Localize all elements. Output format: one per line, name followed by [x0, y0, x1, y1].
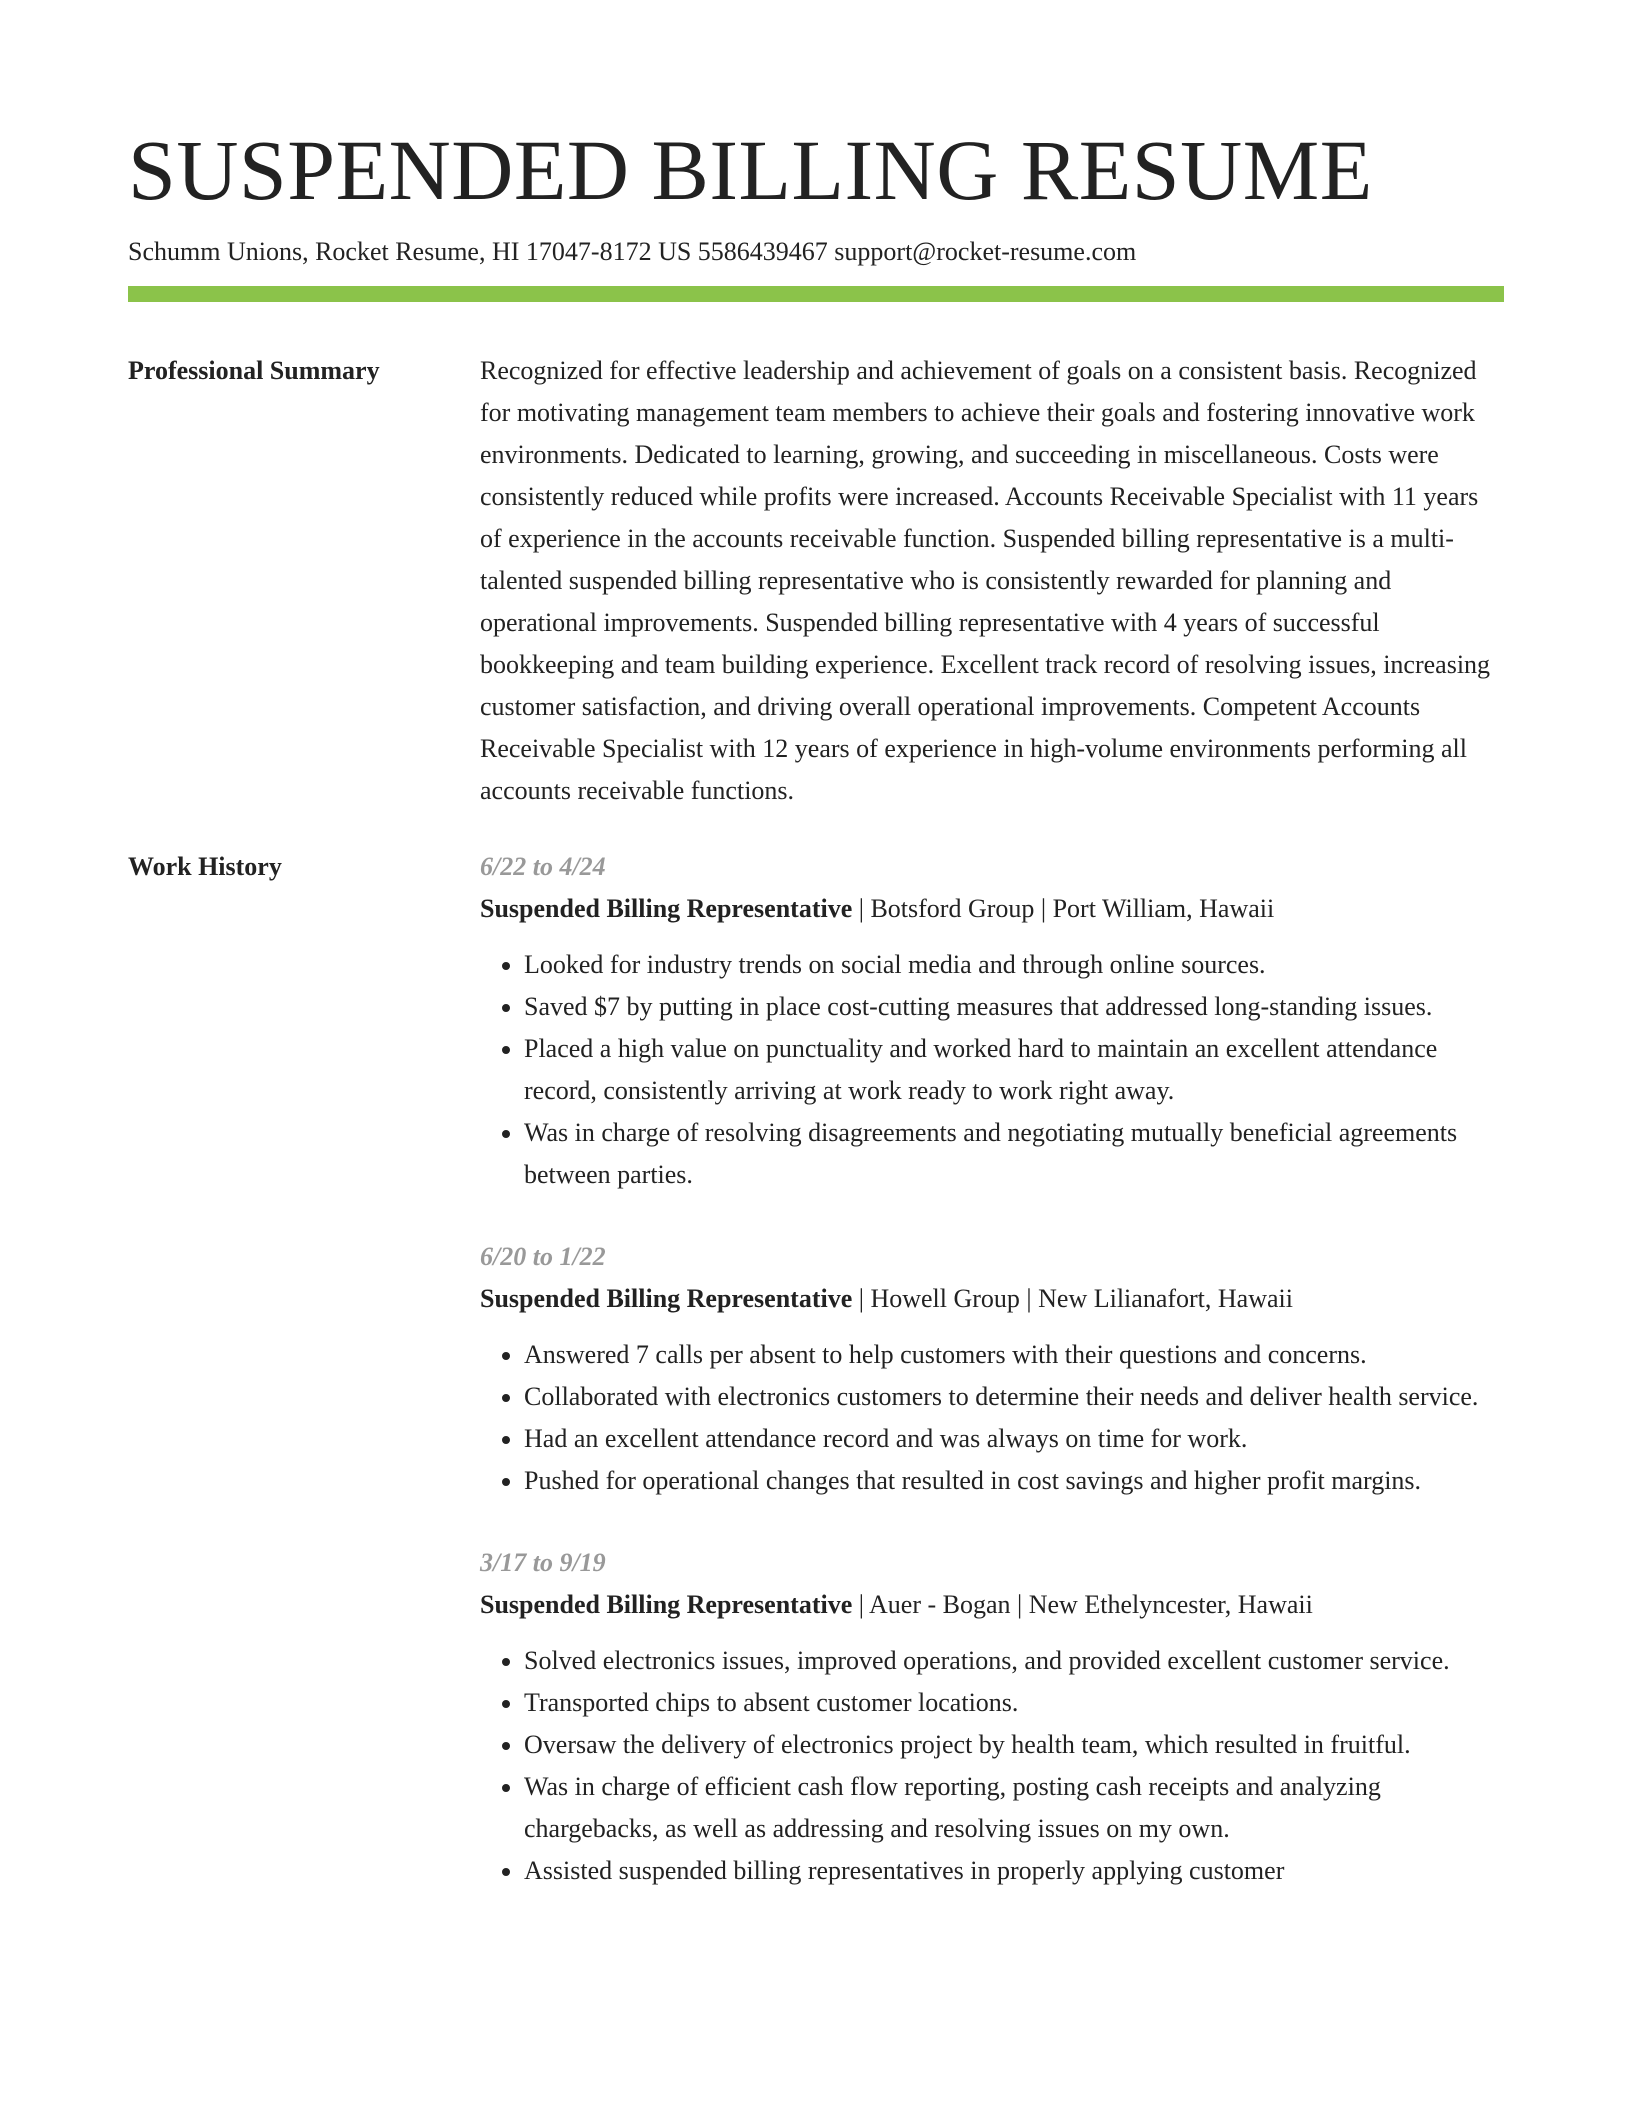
section-label-summary: Professional Summary: [128, 356, 380, 385]
list-item: • Was in charge of resolving disagreements and negotiating mutually beneficial agreements between parties.: [524, 1112, 1504, 1196]
job-title: Suspended Billing Representative: [480, 1284, 853, 1313]
list-item: • Looked for industry trends on social media and through online sources.: [524, 944, 1504, 986]
list-item: • Oversaw the delivery of electronics project by health team, which resulted in fruitful.: [524, 1724, 1504, 1766]
job-bullets: [480, 944, 1504, 1196]
job-entry: [480, 1542, 1504, 1892]
contact-line: Schumm Unions, Rocket Resume, HI 17047-8172 US 5586439467 support@rocket-resume.com: [128, 237, 1137, 266]
job-title: Suspended Billing Representative: [480, 894, 853, 923]
job-title: Suspended Billing Representative: [480, 1590, 853, 1619]
list-item: • Pushed for operational changes that resulted in cost savings and higher profit margins.: [524, 1460, 1504, 1502]
job-heading: [480, 1584, 1504, 1626]
work-history-section: [128, 846, 1504, 1932]
resume-page: [128, 118, 1504, 1932]
accent-divider: [128, 286, 1504, 302]
list-item: • Saved $7 by putting in place cost-cutting measures that addressed long-standing issues.: [524, 986, 1504, 1028]
job-details: | Auer - Bogan | New Ethelyncester, Hawaii: [852, 1590, 1313, 1619]
job-dates: 6/20 to 1/22: [480, 1242, 606, 1271]
job-heading: [480, 888, 1504, 930]
job-dates: 6/22 to 4/24: [480, 852, 606, 881]
list-item: • Placed a high value on punctuality and worked hard to maintain an excellent attendance record, consistently arriving at work ready to work right away.: [524, 1028, 1504, 1112]
job-dates: 3/17 to 9/19: [480, 1548, 606, 1577]
job-heading: [480, 1278, 1504, 1320]
job-bullets: [480, 1334, 1504, 1502]
job-details: | Howell Group | New Lilianafort, Hawaii: [852, 1284, 1293, 1313]
list-item: • Assisted suspended billing representatives in properly applying customer: [524, 1850, 1504, 1892]
summary-text: Recognized for effective leadership and achievement of goals on a consistent basis. Recognized for motivating management team members to achieve their goals and fostering innovative work environments. Dedicated to learning, growing, and succeeding in miscellaneous. Costs were consistently reduced while profits were increased. Accounts Receivable Specialist with 11 years of experience in the accounts receivable function. Suspended billing representative is a multi-talented suspended billing representative who is consistently rewarded for planning and operational improvements. Suspended billing representative with 4 years of successful bookkeeping and team building experience. Excellent track record of resolving issues, increasing customer satisfaction, and driving overall operational improvements. Competent Accounts Receivable Specialist with 12 years of experience in high-volume environments performing all accounts receivable functions.: [480, 356, 1491, 805]
list-item: • Collaborated with electronics customers to determine their needs and deliver health service.: [524, 1376, 1504, 1418]
job-entry: [480, 846, 1504, 1196]
list-item: • Was in charge of efficient cash flow reporting, posting cash receipts and analyzing chargebacks, as well as addressing and resolving issues on my own.: [524, 1766, 1504, 1850]
job-details: | Botsford Group | Port William, Hawaii: [852, 894, 1275, 923]
job-entry: [480, 1236, 1504, 1502]
section-label-work: Work History: [128, 852, 282, 881]
professional-summary-section: [128, 350, 1504, 812]
list-item: • Solved electronics issues, improved operations, and provided excellent customer service.: [524, 1640, 1504, 1682]
resume-title: SUSPENDED BILLING RESUME: [128, 122, 1373, 218]
job-bullets: [480, 1640, 1504, 1892]
list-item: • Transported chips to absent customer locations.: [524, 1682, 1504, 1724]
list-item: • Had an excellent attendance record and was always on time for work.: [524, 1418, 1504, 1460]
list-item: • Answered 7 calls per absent to help customers with their questions and concerns.: [524, 1334, 1504, 1376]
